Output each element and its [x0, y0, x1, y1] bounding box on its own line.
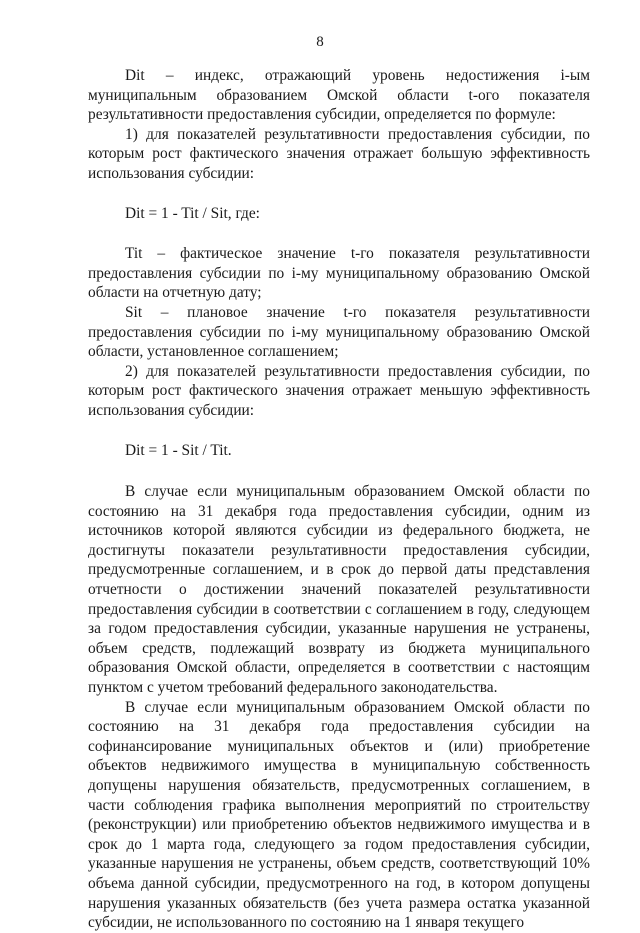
paragraph-refund-federal: В случае если муниципальным образованием Омской области по состоянию на 31 декабря года предоставления субсидии, одним из источников которой являются субсидии из федерального бюджета, не достигнуты показатели результативности предоставления субсидии, предусмотренные соглашением, и в срок до первой даты представления отчетности о достижении значений показателей результативности предоставления субсидии в соответствии с соглашением в году, следующем за годом предоставления субсидии, указанные нарушения не устранены, объем средств, подлежащий возврату из бюджета муниципального образования Омской области, определяется в соответствии с настоящим пунктом с учетом требований федерального законодательства.	[88, 483, 590, 697]
paragraph-dit-definition: Dit – индекс, отражающий уровень недостижения i-ым муниципальным образованием Омской области t-ого показателя результативности предоставления субсидии, определяется по формуле:	[88, 67, 590, 124]
paragraph-case-1: 1) для показателей результативности предоставления субсидии, по которым рост фактического значения отражает большую эффективность использования субсидии:	[88, 125, 590, 182]
paragraph-tit-definition: Tit – фактическое значение t-го показателя результативности предоставления субсидии по i-му муниципальному образованию Омской области на отчетную дату;	[88, 245, 590, 302]
paragraph-case-2: 2) для показателей результативности предоставления субсидии, по которым рост фактического значения отражает меньшую эффективность использования субсидии:	[88, 362, 590, 419]
page-number: 8	[316, 34, 324, 50]
paragraph-refund-construction: В случае если муниципальным образованием Омской области по состоянию на 31 декабря года предоставления субсидии на софинансирование муниципальных объектов и (или) приобретение объектов недвижимого имущества в муниципальную собственность допущены нарушения обязательств, предусмотренных соглашением, в части соблюдения графика выполнения мероприятий по строительству (реконструкции) или приобретению объектов недвижимого имущества и в срок до 1 марта года, следующего за годом предоставления субсидии, указанные нарушения не устранены, объем средств, соответствующий 10% объема данной субсидии, предусмотренного на год, в котором допущены нарушения указанных обязательств (без учета размера остатка указанной субсидии, не использованного по состоянию на 1 января текущего	[88, 698, 590, 932]
document-body	[88, 66, 590, 933]
paragraph-sit-definition: Sit – плановое значение t-го показателя результативности предоставления субсидии по i-му муниципальному образованию Омской области, установленное соглашением;	[88, 303, 590, 361]
formula-1: Dit = 1 - Tit / Sit, где:	[125, 204, 260, 222]
formula-2: Dit = 1 - Sit / Tit.	[125, 441, 232, 459]
